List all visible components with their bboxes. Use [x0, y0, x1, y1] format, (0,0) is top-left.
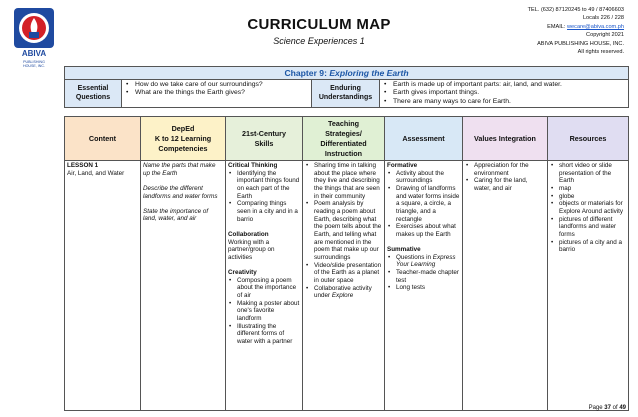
phone-line: TEL. (632) 87120245 to 49 / 87406603: [527, 7, 624, 13]
list-item: • Earth is made up of important parts: air, land, and water.: [383, 81, 625, 89]
column-header-skills: 21st-Century Skills: [226, 117, 303, 161]
list-item: • Comparing things seen in a city and in a barrio: [228, 200, 300, 223]
chapter-title: Chapter 9: Exploring the Earth: [65, 67, 629, 80]
skill-heading: Creativity: [228, 269, 257, 277]
list-item: • Identifying the important things found on each part of the Earth: [228, 170, 300, 201]
list-item: • Collaborative activity under Explore: [305, 285, 382, 300]
email-link[interactable]: wecare@abiva.com.ph: [567, 23, 624, 30]
list-item: • Making a poster about one's favorite landform: [228, 300, 300, 323]
chapter-name: Exploring the Earth: [329, 68, 409, 78]
svg-text:ABIVA: ABIVA: [21, 49, 47, 58]
skill-heading: Collaboration: [228, 230, 269, 238]
list-item: • Caring for the land, water, and air: [465, 177, 545, 192]
list-item: • globe: [550, 193, 626, 201]
copyright-line: Copyright 2021: [586, 32, 624, 39]
list-item: • How do we take care of our surroundings?: [125, 81, 308, 89]
list-item: • Teacher-made chapter test: [387, 269, 460, 284]
skills-cell: [226, 161, 303, 411]
svg-text:HOUSE, INC.: HOUSE, INC.: [23, 64, 45, 68]
list-item: • Questions in Express Your Learning: [387, 254, 460, 269]
lesson-title: Air, Land, and Water: [67, 169, 125, 177]
svg-text:PUBLISHING: PUBLISHING: [23, 60, 45, 64]
list-item: • Composing a poem about the importance of air: [228, 277, 300, 300]
email-label: EMAIL:: [547, 23, 568, 30]
column-header-resources: Resources: [548, 117, 629, 161]
locals-line: Locals 226 / 228: [582, 15, 624, 22]
list-item: • Sharing time in talking about the place where they live and describing the things that are seen in their community: [305, 162, 382, 200]
list-item: • Drawing of landforms and water forms inside a square, a circle, a triangle, and a rectangle: [387, 185, 460, 223]
list-item: • map: [550, 185, 626, 193]
competencies-cell: [141, 161, 226, 411]
essential-questions-label: Essential Questions: [65, 80, 122, 108]
competency: Name the parts that make up the Earth: [143, 162, 216, 177]
list-item: • Long tests: [387, 284, 460, 292]
rights-line: All rights reserved.: [577, 49, 624, 56]
list-item: • Earth gives important things.: [383, 89, 625, 97]
teaching-cell: [303, 161, 385, 411]
column-header-assessment: Assessment: [385, 117, 463, 161]
publisher-info: [528, 6, 624, 56]
competency: Describe the different landforms and water forms: [143, 184, 218, 200]
essential-questions: [122, 80, 312, 108]
skill-text: Working with a partner/group on activities: [228, 238, 275, 261]
page-number: Page 37 of 49: [588, 405, 626, 411]
list-item: • Poem analysis by reading a poem about Earth, describing what the poem tells about the Earth, and telling what are mentioned in the poem that make up our surroundings: [305, 200, 382, 261]
column-header-content: Content: [65, 117, 141, 161]
skill-heading: Critical Thinking: [228, 162, 278, 169]
table-row: [65, 161, 629, 411]
list-item: • Activity about the surroundings: [387, 170, 460, 185]
list-item: • pictures of a city and a barrio: [550, 239, 626, 254]
list-item: • objects or materials for Explore Around activity: [550, 200, 626, 215]
list-item: • There are many ways to care for Earth.: [383, 98, 625, 106]
resources-cell: [548, 161, 629, 411]
list-item: • Appreciation for the environment: [465, 162, 545, 177]
list-item: • Illustrating the different forms of water with a partner: [228, 323, 300, 346]
values-cell: [463, 161, 548, 411]
enduring-understandings-label: Enduring Understandings: [312, 80, 380, 108]
enduring-understandings: [380, 80, 629, 108]
list-item: • pictures of different landforms and water forms: [550, 216, 626, 239]
page-title: CURRICULUM MAP: [247, 16, 391, 33]
lesson-number: LESSON 1: [67, 162, 99, 169]
assessment-heading: Formative: [387, 162, 418, 169]
column-header-values: Values Integration: [463, 117, 548, 161]
publisher-line: ABIVA PUBLISHING HOUSE, INC.: [537, 40, 624, 47]
assessment-cell: [385, 161, 463, 411]
list-item: • Video/slide presentation of the Earth as a planet in outer space: [305, 262, 382, 285]
curriculum-table: [64, 116, 629, 411]
page-subtitle: Science Experiences 1: [273, 36, 365, 46]
competency: State the importance of land, water, and air: [143, 207, 209, 223]
overview-table: [64, 66, 629, 108]
column-header-teaching: Teaching Strategies/ Differentiated Instruction: [303, 117, 385, 161]
assessment-heading: Summative: [387, 246, 421, 254]
column-header-competencies: DepEd K to 12 Learning Competencies: [141, 117, 226, 161]
content-cell: [65, 161, 141, 411]
list-item: • short video or slide presentation of the Earth: [550, 162, 626, 185]
list-item: • Exercises about what makes up the Earth: [387, 223, 460, 238]
list-item: • What are the things the Earth gives?: [125, 89, 308, 97]
